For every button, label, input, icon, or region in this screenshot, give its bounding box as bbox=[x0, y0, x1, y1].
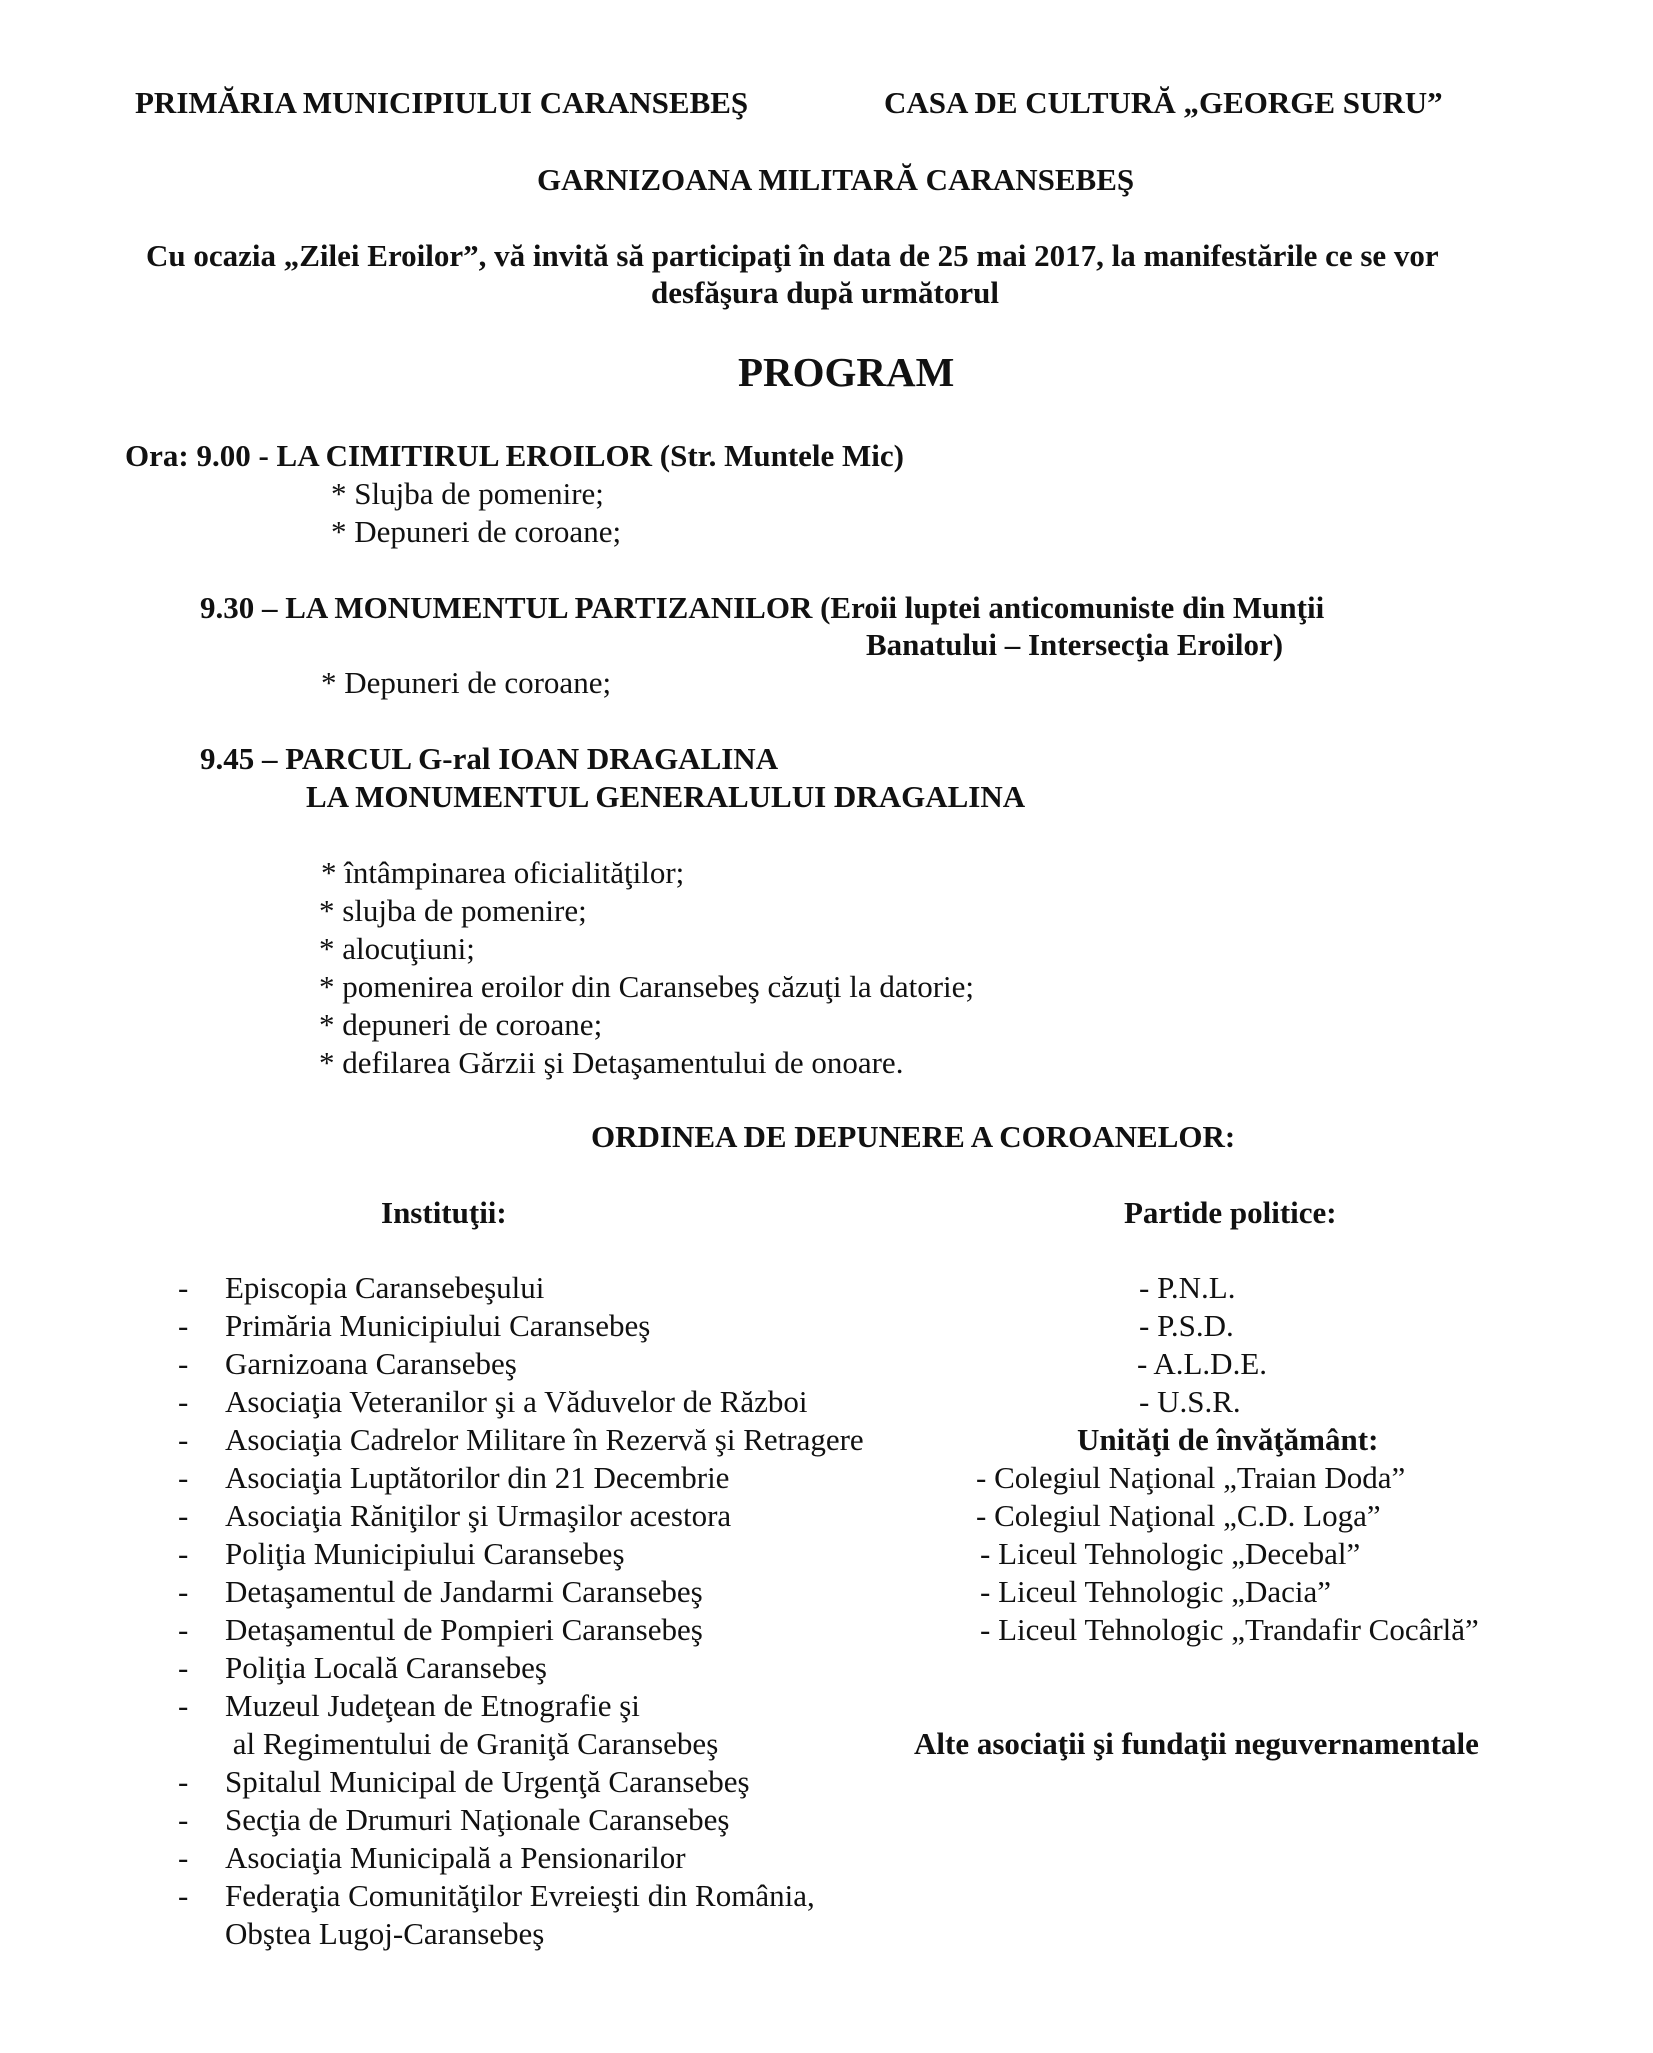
list-dash: - bbox=[178, 1498, 189, 1533]
institution-item-continuation: al Regimentului de Graniţă Caransebeş bbox=[225, 1726, 719, 1761]
slot-3-heading-line-2: LA MONUMENTUL GENERALULUI DRAGALINA bbox=[306, 779, 1026, 814]
institution-item: Spitalul Municipal de Urgenţă Caransebeş bbox=[225, 1764, 750, 1799]
slot-2-heading-line-2: Banatului – Intersecţia Eroilor) bbox=[866, 627, 1284, 662]
list-dash: - bbox=[178, 1384, 189, 1419]
institution-item: Garnizoana Caransebeş bbox=[225, 1346, 517, 1381]
list-dash: - bbox=[178, 1422, 189, 1457]
slot-3-item: * întâmpinarea oficialităţilor; bbox=[321, 855, 685, 890]
school-item: - Colegiul Naţional „C.D. Loga” bbox=[976, 1498, 1381, 1533]
institution-item: Federaţia Comunităţilor Evreieşti din România, bbox=[225, 1878, 815, 1913]
list-dash: - bbox=[178, 1878, 189, 1913]
slot-2-item: * Depuneri de coroane; bbox=[321, 665, 612, 700]
slot-1-item: * Depuneri de coroane; bbox=[331, 514, 622, 549]
schools-heading: Unităţi de învăţământ: bbox=[1077, 1422, 1379, 1457]
institution-item: Poliţia Municipiului Caransebeş bbox=[225, 1536, 625, 1571]
list-dash: - bbox=[178, 1346, 189, 1381]
institution-item: Poliţia Locală Caransebeş bbox=[225, 1650, 547, 1685]
institution-item: Episcopia Caransebeşului bbox=[225, 1270, 545, 1305]
organizer-casa-de-cultura: CASA DE CULTURĂ „GEORGE SURU” bbox=[884, 85, 1443, 120]
slot-3-item: * pomenirea eroilor din Caransebeş căzuţi la datorie; bbox=[319, 969, 975, 1004]
institution-item: Asociaţia Răniţilor şi Urmaşilor acestora bbox=[225, 1498, 732, 1533]
list-dash: - bbox=[178, 1802, 189, 1837]
institution-item: Asociaţia Luptătorilor din 21 Decembrie bbox=[225, 1460, 730, 1495]
list-dash: - bbox=[178, 1612, 189, 1647]
list-dash: - bbox=[178, 1536, 189, 1571]
program-title: PROGRAM bbox=[738, 349, 955, 395]
institution-item: Asociaţia Municipală a Pensionarilor bbox=[225, 1840, 686, 1875]
list-dash: - bbox=[178, 1460, 189, 1495]
parties-heading: Partide politice: bbox=[1124, 1195, 1337, 1230]
organizer-primaria: PRIMĂRIA MUNICIPIULUI CARANSEBEŞ bbox=[135, 85, 749, 120]
party-item: - P.S.D. bbox=[1139, 1308, 1234, 1343]
institution-item: Muzeul Judeţean de Etnografie şi bbox=[225, 1688, 640, 1723]
organizer-garnizoana: GARNIZOANA MILITARĂ CARANSEBEŞ bbox=[537, 162, 1135, 197]
school-item: - Liceul Tehnologic „Trandafir Cocârlă” bbox=[980, 1612, 1479, 1647]
institution-item-continuation: Obştea Lugoj-Caransebeş bbox=[225, 1916, 545, 1951]
list-dash: - bbox=[178, 1308, 189, 1343]
institutions-heading: Instituţii: bbox=[381, 1195, 507, 1230]
slot-1-heading: Ora: 9.00 - LA CIMITIRUL EROILOR (Str. Muntele Mic) bbox=[125, 438, 904, 473]
list-dash: - bbox=[178, 1764, 189, 1799]
slot-3-item: * slujba de pomenire; bbox=[319, 893, 587, 928]
slot-3-item: * alocuţiuni; bbox=[319, 931, 475, 966]
list-dash: - bbox=[178, 1650, 189, 1685]
party-item: - A.L.D.E. bbox=[1137, 1346, 1268, 1381]
slot-3-item: * depuneri de coroane; bbox=[319, 1007, 603, 1042]
list-dash: - bbox=[178, 1688, 189, 1723]
school-item: - Colegiul Naţional „Traian Doda” bbox=[976, 1460, 1406, 1495]
institution-item: Detaşamentul de Pompieri Caransebeş bbox=[225, 1612, 703, 1647]
list-dash: - bbox=[178, 1270, 189, 1305]
list-dash: - bbox=[178, 1840, 189, 1875]
institution-item: Detaşamentul de Jandarmi Caransebeş bbox=[225, 1574, 703, 1609]
slot-1-item: * Slujba de pomenire; bbox=[331, 476, 604, 511]
institution-item: Asociaţia Veteranilor şi a Văduvelor de Război bbox=[225, 1384, 808, 1419]
invitation-line-2: desfăşura după următorul bbox=[651, 275, 999, 310]
slot-2-heading-line-1: 9.30 – LA MONUMENTUL PARTIZANILOR (Eroii luptei anticomuniste din Munţii bbox=[200, 590, 1325, 625]
invitation-line-1: Cu ocazia „Zilei Eroilor”, vă invită să participaţi în data de 25 mai 2017, la manifestările ce se vor bbox=[146, 238, 1439, 273]
slot-3-item: * defilarea Gărzii şi Detaşamentului de onoare. bbox=[319, 1045, 904, 1080]
school-item: - Liceul Tehnologic „Decebal” bbox=[980, 1536, 1361, 1571]
list-dash: - bbox=[178, 1574, 189, 1609]
other-associations: Alte asociaţii şi fundaţii neguvernamentale bbox=[914, 1726, 1479, 1761]
institution-item: Primăria Municipiului Caransebeş bbox=[225, 1308, 651, 1343]
school-item: - Liceul Tehnologic „Dacia” bbox=[980, 1574, 1332, 1609]
party-item: - U.S.R. bbox=[1139, 1384, 1241, 1419]
institution-item: Secţia de Drumuri Naţionale Caransebeş bbox=[225, 1802, 730, 1837]
institution-item: Asociaţia Cadrelor Militare în Rezervă şi Retragere bbox=[225, 1422, 864, 1457]
wreath-order-title: ORDINEA DE DEPUNERE A COROANELOR: bbox=[591, 1119, 1236, 1154]
slot-3-heading-line-1: 9.45 – PARCUL G-ral IOAN DRAGALINA bbox=[200, 741, 779, 776]
party-item: - P.N.L. bbox=[1139, 1270, 1236, 1305]
